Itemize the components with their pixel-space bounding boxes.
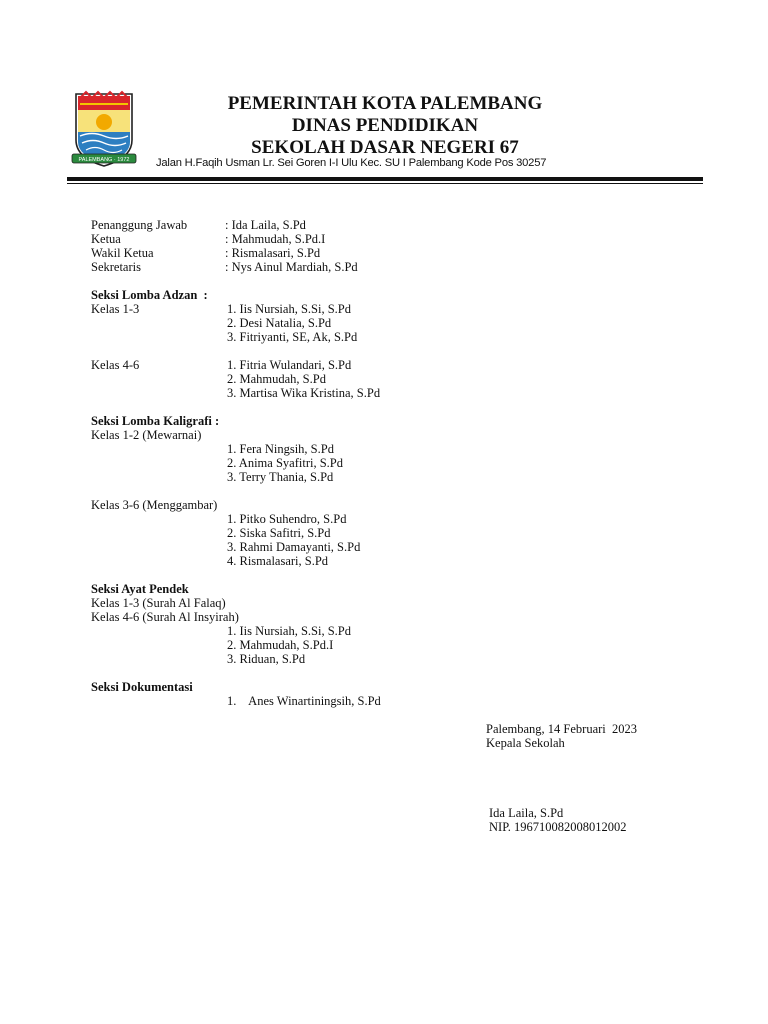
signatory-name: Ida Laila, S.Pd [489,806,564,820]
member-item: 1. Pitko Suhendro, S.Pd [227,512,347,526]
member-item: 2. Siska Safitri, S.Pd [227,526,331,540]
palembang-city-emblem [70,88,138,170]
class-label: Kelas 3-6 (Menggambar) [91,498,218,512]
header-department: DINAS PENDIDIKAN [291,115,479,136]
member-item: 1. Anes Winartiningsih, S.Pd [227,694,381,708]
member-item: 3. Martisa Wika Kristina, S.Pd [227,386,381,400]
role-label: Penanggung Jawab [91,218,188,232]
class-label: Kelas 4-6 [91,358,140,372]
role-name: : Ida Laila, S.Pd [225,218,306,232]
member-item: 1. Fitria Wulandari, S.Pd [227,358,352,372]
role-name: : Mahmudah, S.Pd.I [225,232,326,246]
role-label: Wakil Ketua [91,246,154,260]
header-government: PEMERINTAH KOTA PALEMBANG [227,93,543,114]
role-name: : Rismalasari, S.Pd [225,246,321,260]
section-title-ayat: Seksi Ayat Pendek [91,582,189,596]
member-item: 3. Fitriyanti, SE, Ak, S.Pd [227,330,358,344]
class-label: Kelas 1-3 (Surah Al Falaq) [91,596,226,610]
member-item: 2. Anima Syafitri, S.Pd [227,456,343,470]
section-title-kaligrafi: Seksi Lomba Kaligrafi : [91,414,220,428]
signatory-nip: NIP. 196710082008012002 [489,820,627,834]
header-school: SEKOLAH DASAR NEGERI 67 [251,137,519,158]
member-item: 1. Iis Nursiah, S.Si, S.Pd [227,624,351,638]
place-date: Palembang, 14 Februari 2023 [486,722,638,736]
class-label: Kelas 1-2 (Mewarnai) [91,428,202,442]
member-item: 3. Riduan, S.Pd [227,652,306,666]
member-item: 3. Terry Thania, S.Pd [227,470,334,484]
header-rule-thin [67,183,703,184]
class-label: Kelas 4-6 (Surah Al Insyirah) [91,610,239,624]
member-item: 1. Iis Nursiah, S.Si, S.Pd [227,302,351,316]
member-item: 2. Desi Natalia, S.Pd [227,316,332,330]
section-title-dokumentasi: Seksi Dokumentasi [91,680,193,694]
signatory-position: Kepala Sekolah [486,736,565,750]
member-item: 3. Rahmi Damayanti, S.Pd [227,540,361,554]
emblem-banner-text: PALEMBANG · 1972 [78,157,130,163]
school-address: Jalan H.Faqih Usman Lr. Sei Goren I-I Ulu Kec. SU I Palembang Kode Pos 30257 [156,157,547,169]
role-label: Sekretaris [91,260,141,274]
member-item: 1. Fera Ningsih, S.Pd [227,442,334,456]
role-name: : Nys Ainul Mardiah, S.Pd [225,260,358,274]
class-label: Kelas 1-3 [91,302,140,316]
member-item: 2. Mahmudah, S.Pd [227,372,326,386]
member-item: 4. Rismalasari, S.Pd [227,554,329,568]
section-title-adzan: Seksi Lomba Adzan : [91,288,208,302]
member-item: 2. Mahmudah, S.Pd.I [227,638,334,652]
header-rule-thick [67,177,703,181]
role-label: Ketua [91,232,121,246]
